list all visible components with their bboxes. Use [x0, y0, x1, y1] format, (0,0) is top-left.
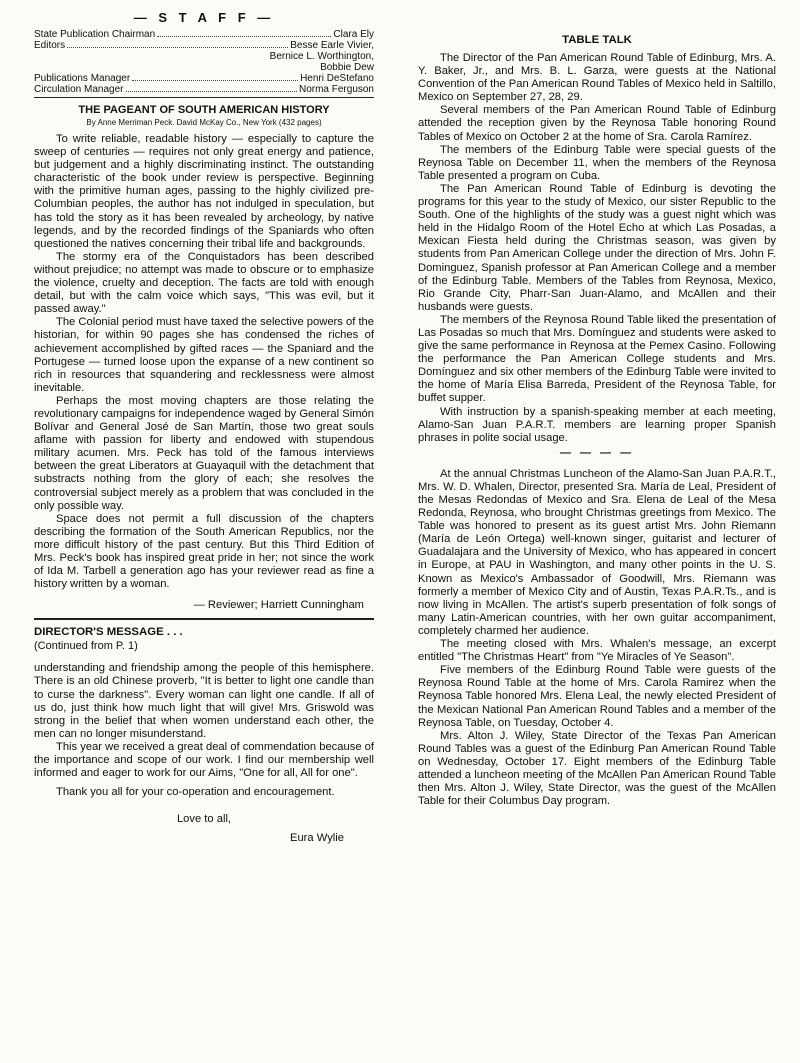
leader-dots: [157, 29, 331, 37]
continued-note: (Continued from P. 1): [34, 640, 138, 653]
table-talk-paragraph: The meeting closed with Mrs. Whalen's message, an excerpt entitled "The Christmas Heart" from "Ye Miracles of Ye Season".: [418, 638, 776, 664]
review-paragraph: The Colonial period must have taxed the selective powers of the historian, for within 90 pages she has condensed the riches of achievement accomplished by gifted races — the Spaniard and the Portugese — turned loose upon the expanse of a new continent so rich in resources that squandering and recklessness were almost inevitable.: [34, 316, 374, 394]
closing-line: Love to all,: [176, 813, 232, 826]
divider: [34, 97, 374, 98]
staff-name: Besse Earle Vivier,: [290, 40, 374, 51]
staff-row: [34, 29, 374, 40]
staff-role: Circulation Manager: [34, 84, 124, 95]
table-talk-paragraph: Mrs. Alton J. Wiley, State Director of the Texas Pan American Round Tables was a guest of the Edinburg Pan American Round Table on Wednesday, October 17. Eight members of the Edinburg Table attended a luncheon meeting of the McAllen Pan American Round Table then Mrs. Alton J. Wiley, State Director, was the guest of the McAllen Table for their Columbus Day program.: [418, 729, 776, 808]
staff-list: [34, 29, 374, 95]
table-talk-title: TABLE TALK: [562, 34, 632, 46]
director-signature: Eura Wylie: [290, 832, 344, 845]
staff-row: [34, 40, 374, 51]
leader-dots: [132, 73, 298, 81]
left-column: [34, 10, 374, 846]
staff-role: Publications Manager: [34, 73, 131, 84]
section-separator: — — — —: [559, 446, 635, 459]
table-talk-paragraph: Five members of the Edinburg Round Table were guests of the Reynosa Round Table at the home of Mrs. Carola Ramirez when the Reynosa Table honored Mrs. Elena Leal, the newly elected President of the Mexican National Pan American Round Tables and a member of the Reynosa Table, on Tuesday, October 4.: [418, 664, 776, 729]
staff-row: [34, 84, 374, 95]
table-talk-paragraph: The Director of the Pan American Round Table of Edinburg, Mrs. A. Y. Baker, Jr., and Mrs. B. L. Garza, were guests at the National Convention of the Pan American Round Tables of Mexico held in Saltillo, Mexico on September 27, 28, 29.: [418, 52, 777, 104]
director-heading: DIRECTOR'S MESSAGE . . .: [34, 626, 183, 639]
staff-role: State Publication Chairman: [34, 29, 156, 40]
director-paragraph: This year we received a great deal of commendation because of the importance and scope of our work. I find our membership well informed and eager to work for our Aims, "One for all, All for one".: [34, 740, 374, 780]
staff-role: Editors: [34, 40, 66, 51]
staff-row: [34, 73, 374, 84]
table-talk-paragraph: The Pan American Round Table of Edinburg is devoting the programs for this year to the study of Mexico, our sister Republic to the South. One of the highlights of the study was a guest night which was held in the Hidalgo Room of the Hotel Echo at which Las Posadas, a Mexican Fiesta held during the Christmas season, was given by students from Pan American College under the direction of Mrs. John F. Dominguez, Spanish professor at Pan American College and a member of the Edinburg Table. Members of the Tables from Reynosa, Mexico, Rio Grande City, Pharr-San Juan-Alamo, and McAllen and their husbands were guests.: [418, 182, 776, 313]
divider: [34, 618, 374, 620]
table-talk-paragraph: At the annual Christmas Luncheon of the Alamo-San Juan P.A.R.T., Mrs. W. D. Whalen, Director, presented Sra. María de Leal, President of the Mesas Redondas of Mexico and Sra. Elena de Leal of the Mesa Redonda, Reynosa, who brought Christmas greetings from Mexico. The Table was honored to present as its guest artist Mrs. John Riemann (María de León Ortega) well-known singer, guitarist and lecturer of Guadalajara and the University of Mexico, who has appeared in concert in Europe, at PAU in Washington, and many other points in the U. S. Known as Mexico's Ambassador of Goodwill, Mrs. Riemann was formerly a member of Mexico City and of Austin, Texas P.A.R.Ts., and is now living in McAllen. The artist's superb presentation of folk songs of many Latin-American countries, with her own guitar accompaniment, completely charmed her audience.: [418, 467, 776, 637]
review-paragraph: The stormy era of the Conquistadors has been described without prejudice; no attempt was made to obscure or to emphasize the violence, cruelty and deception. The facts are told with enough detail, but with the calm voice which says, "This was evil, but it passed away.": [34, 250, 374, 316]
leader-dots: [67, 40, 288, 48]
table-talk-paragraph: With instruction by a spanish-speaking member at each meeting, Alamo-San Juan P.A.R.T. members are learning proper Spanish phrases in polite social usage.: [418, 405, 776, 444]
staff-name: Norma Ferguson: [298, 84, 374, 95]
review-byline: By Anne Merriman Peck. David McKay Co., New York (432 pages): [86, 118, 322, 127]
staff-name: Bernice L. Worthington,: [269, 51, 374, 62]
staff-title: — S T A F F —: [133, 10, 275, 25]
right-column: [418, 34, 776, 808]
review-paragraph: Perhaps the most moving chapters are those relating the revolutionary campaigns for independence waged by General Simón Bolívar and General José de San Martín, those two great souls aflame with passion for liberty and endowed with stupendous military acumen. Mrs. Peck has told of the famous interviews between the great Liberators at Guayaquil with the detachment that substracts nothing from the glory of each; she resolves the controversial subject merely as a problem that was concluded in the only possible way.: [34, 394, 374, 512]
director-paragraph: Thank you all for your co-operation and encouragement.: [56, 786, 335, 799]
staff-name: Bobbie Dew: [320, 62, 374, 73]
leader-dots: [126, 84, 297, 92]
table-talk-paragraph: The members of the Edinburg Table were special guests of the Reynosa Table on December 11, when the members of the Reynosa Table presented a program on Cuba.: [418, 143, 776, 182]
review-paragraph: Space does not permit a full discussion of the chapters describing the formation of the South American Republics, nor the more difficult history of the past century. But this Third Edition of Mrs. Peck's book has inspired great pride in her; not since the work of Ida M. Tarbell a generation ago has your reviewer read as fine a history written by a woman.: [34, 512, 374, 591]
director-paragraph: understanding and friendship among the people of this hemisphere. There is an old Chinese proverb, "It is better to light one candle than to curse the darkness". Every woman can light one candle. If all of us do, just think how much light that will give! Mrs. Griswold was strong in the belief that when women understand each other, the men can no longer misunderstand.: [34, 662, 374, 740]
review-title: THE PAGEANT OF SOUTH AMERICAN HISTORY: [78, 104, 330, 116]
table-talk-paragraph: The members of the Reynosa Round Table liked the presentation of Las Posadas so much that Mrs. Domínguez and students were asked to give the same performance in Reynosa at the Pemex Casino. Following the performance the Pan American College students and Mrs. Domínguez and six other members of the Edinburg Table were invited to the home of María Elisa Barreda, President of the Reynosa Table, for buffet supper.: [418, 313, 776, 405]
review-paragraph: To write reliable, readable history — especially to capture the sweep of centuries — requires not only great energy and patience, but judgement and a highly discriminating instinct. The outstanding characteristic of the book under review is perspective. Beginning with the primitive human ages, passing to the highly civilized pre-Columbian peoples, the author has not indulged in speculation, but has told the story as it has been revealed by archeology, by native legends, and by the recorded findings of the Spaniards who often questioned the natives concerning their tribal life and backgrounds.: [34, 133, 374, 250]
reviewer-signoff: — Reviewer; Harriett Cunningham: [193, 599, 364, 612]
staff-name: Henri DeStefano: [300, 73, 374, 84]
table-talk-paragraph: Several members of the Pan American Round Table of Edinburg attended the reception given by the Reynosa Table honoring Round Tables of Mexico on October 2 at the home of Sra. Carola Ramírez.: [418, 104, 776, 143]
staff-name: Clara Ely: [333, 29, 374, 40]
